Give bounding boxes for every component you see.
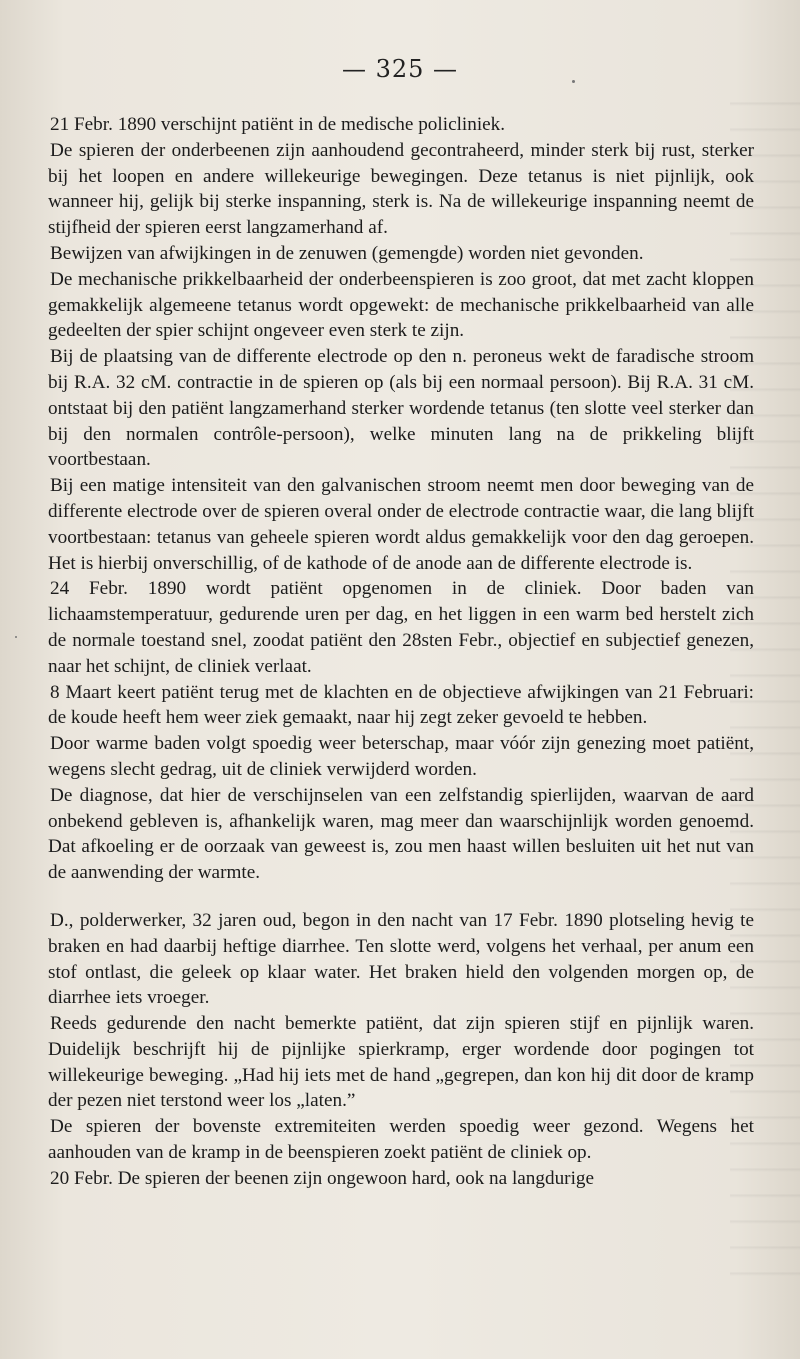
paragraph-14: 20 Febr. De spieren der beenen zijn ongewoon hard, ook na langdurige [50, 1167, 595, 1189]
body-text [48, 112, 754, 1192]
paragraph-3: Bewijzen van afwijkingen in de zenuwen (gemengde) worden niet gevonden. [50, 242, 644, 264]
paragraph-8: 8 Maart keert patiënt terug met de klachten en de objectieve afwijkingen van 21 Februari: de koude heeft hem weer ziek gemaakt, naar hij zegt zeker gevoeld te hebben. [48, 681, 754, 729]
speck [15, 636, 17, 638]
paragraph-7: 24 Febr. 1890 wordt patiënt opgenomen in de cliniek. Door baden van lichaamstemperatuur, gedurende uren per dag, en het liggen in een warm bed herstelt zich de normale toestand snel, zoodat patiënt den 28sten Febr., objectief en subjectief genezen, naar het schijnt, de cliniek verlaat. [48, 578, 754, 677]
paragraph-13: De spieren der bovenste extremiteiten werden spoedig weer gezond. Wegens het aanhouden van de kramp in de beenspieren zoekt patiënt de cliniek op. [48, 1116, 754, 1164]
paragraph-1: 21 Febr. 1890 verschijnt patiënt in de medische policliniek. [50, 114, 506, 135]
paragraph-2: De spieren der onderbeenen zijn aanhoudend gecontraheerd, minder sterk bij rust, sterker bij het loopen en andere willekeurige bewegingen. Deze tetanus is niet pijnlijk, ook wanneer hij, gelijk bij sterke inspanning, sterk is. Na de willekeurige inspanning neemt de stijfheid der spieren eerst langzamerhand af. [48, 139, 754, 239]
paragraph-9: Door warme baden volgt spoedig weer beterschap, maar vóór zijn genezing moet patiënt, wegens slecht gedrag, uit de cliniek verwijderd worden. [48, 733, 754, 780]
paragraph-11: D., polderwerker, 32 jaren oud, begon in den nacht van 17 Febr. 1890 plotseling hevig te braken en had daarbij heftige diarrhee. Ten slotte werd, volgens het verhaal, per anum een stof ontlast, die geleek op klaar water. Het braken hield den volgenden morgen op, de diarrhee iets vroeger. [48, 909, 754, 1009]
paragraph-10: De diagnose, dat hier de verschijnselen van een zelfstandig spierlijden, waarvan de aard onbekend gebleven is, afhankelijk waren, mag meer dan waarschijnlijk worden genoemd. Dat afkoeling er de oorzaak van geweest is, zou men haast willen besluiten uit het nut van de aanwending der warmte. [48, 784, 754, 884]
paragraph-5: Bij de plaatsing van de differente electrode op den n. peroneus wekt de faradische stroom bij R.A. 32 cM. contractie in de spieren op (als bij een normaal persoon). Bij R.A. 31 cM. ontstaat bij den patiënt langzamerhand sterker wordende tetanus (ten slotte veel sterker dan bij den normalen contrôle-persoon), welke minuten lang na de prikkeling blijft voortbestaan. [48, 346, 754, 471]
paragraph-4: De mechanische prikkelbaarheid der onderbeenspieren is zoo groot, dat met zacht kloppen gemakkelijk algemeene tetanus wordt opgewekt: de mechanische prikkelbaarheid van alle gedeelten der spier schijnt ongeveer even sterk te zijn. [48, 268, 754, 342]
paragraph-6: Bij een matige intensiteit van den galvanischen stroom neemt men door beweging van de differente electrode over de spieren overal onder de electrode contractie waar, die lang blijft voortbestaan: tetanus van geheele spieren wordt aldus gemakkelijk voor den dag geroepen. Het is hierbij onverschillig, of de kathode of de anode aan de differente electrode is. [48, 475, 754, 574]
page-number: — 325 — [341, 55, 459, 83]
paragraph-12: Reeds gedurende den nacht bemerkte patiënt, dat zijn spieren stijf en pijnlijk waren. Duidelijk beschrijft hij de pijnlijke spierkramp, erger wordende door pogingen tot willekeurige beweging. „Had hij iets met de hand „gegrepen, dan kon hij dit door de kramp der pezen niet terstond weer los „laten.” [48, 1013, 754, 1112]
